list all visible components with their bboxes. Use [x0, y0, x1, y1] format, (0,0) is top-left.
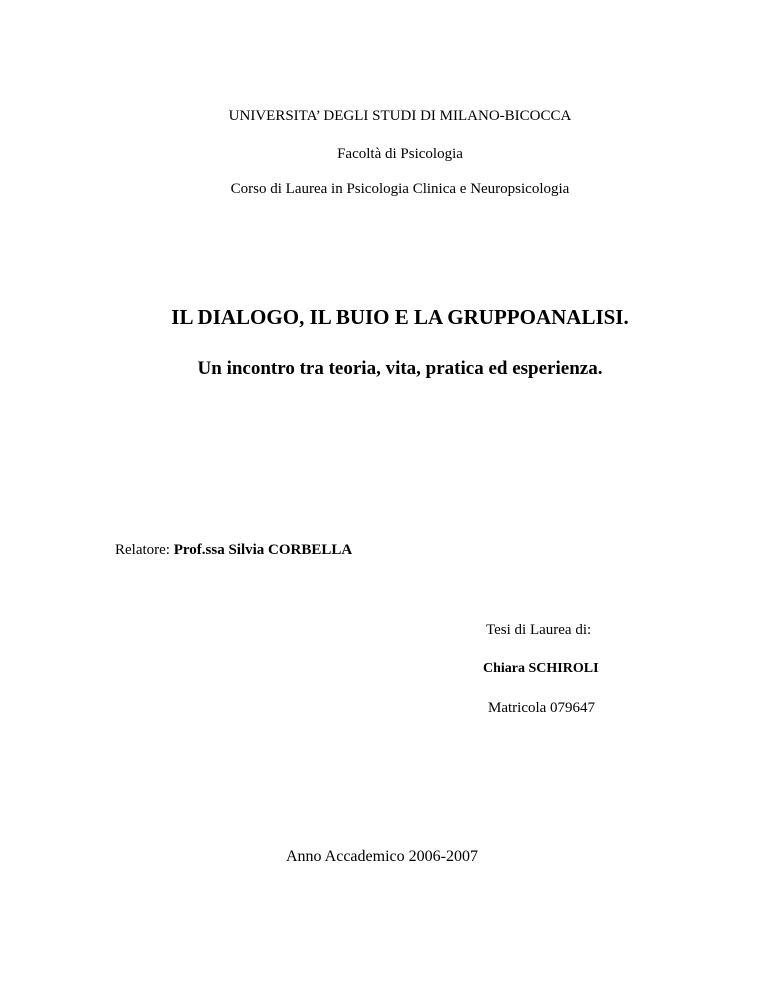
author-matricola: Matricola 079647 — [488, 700, 596, 716]
thesis-subtitle: Un incontro tra teoria, vita, pratica ed esperienza. — [197, 358, 603, 379]
supervisor-label: Relatore: — [115, 542, 174, 558]
academic-year: Anno Accademico 2006-2007 — [286, 848, 478, 865]
university-name: UNIVERSITA’ DEGLI STUDI DI MILANO-BICOCCA — [228, 108, 572, 124]
faculty-name: Facoltà di Psicologia — [337, 146, 463, 162]
supervisor-name: Prof.ssa Silvia CORBELLA — [173, 542, 353, 558]
thesis-title: IL DIALOGO, IL BUIO E LA GRUPPOANALISI. — [171, 305, 629, 329]
author-label: Tesi di Laurea di: — [486, 622, 592, 638]
supervisor-line — [115, 543, 352, 558]
course-name: Corso di Laurea in Psicologia Clinica e Neuropsicologia — [230, 181, 570, 197]
author-name: Chiara SCHIROLI — [483, 661, 599, 676]
